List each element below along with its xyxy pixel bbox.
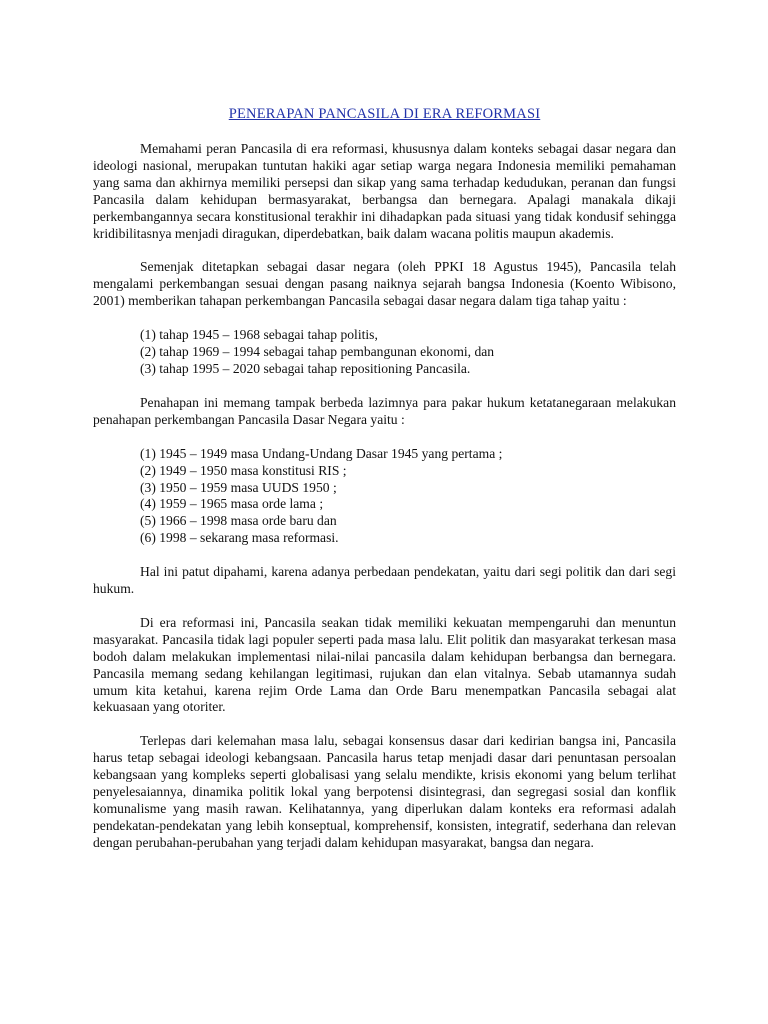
list-item: (1) 1945 – 1949 masa Undang-Undang Dasar 1945 yang pertama ;: [140, 445, 503, 461]
list-item: (2) tahap 1969 – 1994 sebagai tahap pembangunan ekonomi, dan: [140, 344, 495, 360]
list-item: (3) 1950 – 1959 masa UUDS 1950 ;: [140, 479, 337, 495]
paragraph-pendekatan: Hal ini patut dipahami, karena adanya perbedaan pendekatan, yaitu dari segi politik dan dari segi hukum.: [93, 564, 676, 597]
paragraph-era-reformasi: Di era reformasi ini, Pancasila seakan tidak memiliki kekuatan mempengaruhi dan menuntun masyarakat. Pancasila tidak lagi populer seperti pada masa lalu. Elit politik dan masyarakat terkesan masa bodoh dalam melakukan implementasi nilai-nilai pancasila dalam kehidupan berbangsa dan bernegara. Pancasila memang sedang kehilangan legitimasi, rujukan dan elan vitalnya. Sebab utamannya sudah umum kita ketahui, karena rejim Orde Lama dan Orde Baru menempatkan Pancasila sebagai alat kekuasaan yang otoriter.: [93, 614, 676, 715]
list-item: (4) 1959 – 1965 masa orde lama ;: [140, 496, 324, 512]
list-item: (1) tahap 1945 – 1968 sebagai tahap politis,: [140, 327, 378, 343]
document-title: PENERAPAN PANCASILA DI ERA REFORMASI: [228, 106, 541, 122]
list-masa: [93, 446, 676, 547]
list-item: (3) tahap 1995 – 2020 sebagai tahap repositioning Pancasila.: [140, 360, 471, 376]
paragraph-terlepas: Terlepas dari kelemahan masa lalu, sebagai konsensus dasar dari kedirian bangsa ini, Pancasila harus tetap sebagai ideologi kebangsaan. Pancasila harus tetap menjadi dasar dari penuntasan persoalan kebangsaan yang kompleks seperti globalisasi yang selalu mendikte, krisis ekonomi yang belum terlihat penyelesaiannya, dinamika politik lokal yang berpotensi disintegrasi, dan segregasi sosial dan konflik komunalisme yang masih rawan. Kelihatannya, yang diperlukan dalam konteks era reformasi adalah pendekatan-pendekatan yang lebih konseptual, komprehensif, konsisten, integratif, sederhana dan relevan dengan perubahan-perubahan yang terjadi dalam kehidupan masyarakat, bangsa dan negara.: [93, 733, 676, 850]
paragraph-intro: Memahami peran Pancasila di era reformasi, khususnya dalam konteks sebagai dasar negara dan ideologi nasional, merupakan tuntutan hakiki agar setiap warga negara Indonesia memiliki pemahaman yang sama dan akhirnya memiliki persepsi dan sikap yang sama terhadap kedudukan, peranan dan fungsi Pancasila dalam kehidupan bermasyarakat, berbangsa dan bernegara. Apalagi manakala dikaji perkembangannya secara konstitusional terakhir ini dihadapkan pada situasi yang tidak kondusif sehingga kridibilitasnya menjadi diragukan, diperdebatkan, baik dalam wacana politis maupun akademis.: [93, 141, 676, 241]
paragraph-penahapan: Penahapan ini memang tampak berbeda lazimnya para pakar hukum ketatanegaraan melakukan penahapan perkembangan Pancasila Dasar Negara yaitu :: [93, 394, 676, 427]
list-item: (5) 1966 – 1998 masa orde baru dan: [140, 513, 337, 529]
paragraph-history: Semenjak ditetapkan sebagai dasar negara (oleh PPKI 18 Agustus 1945), Pancasila telah mengalami perkembangan sesuai dengan pasang naiknya sejarah bangsa Indonesia (Koento Wibisono, 2001) memberikan tahapan perkembangan Pancasila sebagai dasar negara dalam tiga tahap yaitu :: [93, 259, 676, 309]
list-tahap: [93, 327, 676, 378]
list-item: (6) 1998 – sekarang masa reformasi.: [140, 530, 339, 546]
list-item: (2) 1949 – 1950 masa konstitusi RIS ;: [140, 462, 347, 478]
